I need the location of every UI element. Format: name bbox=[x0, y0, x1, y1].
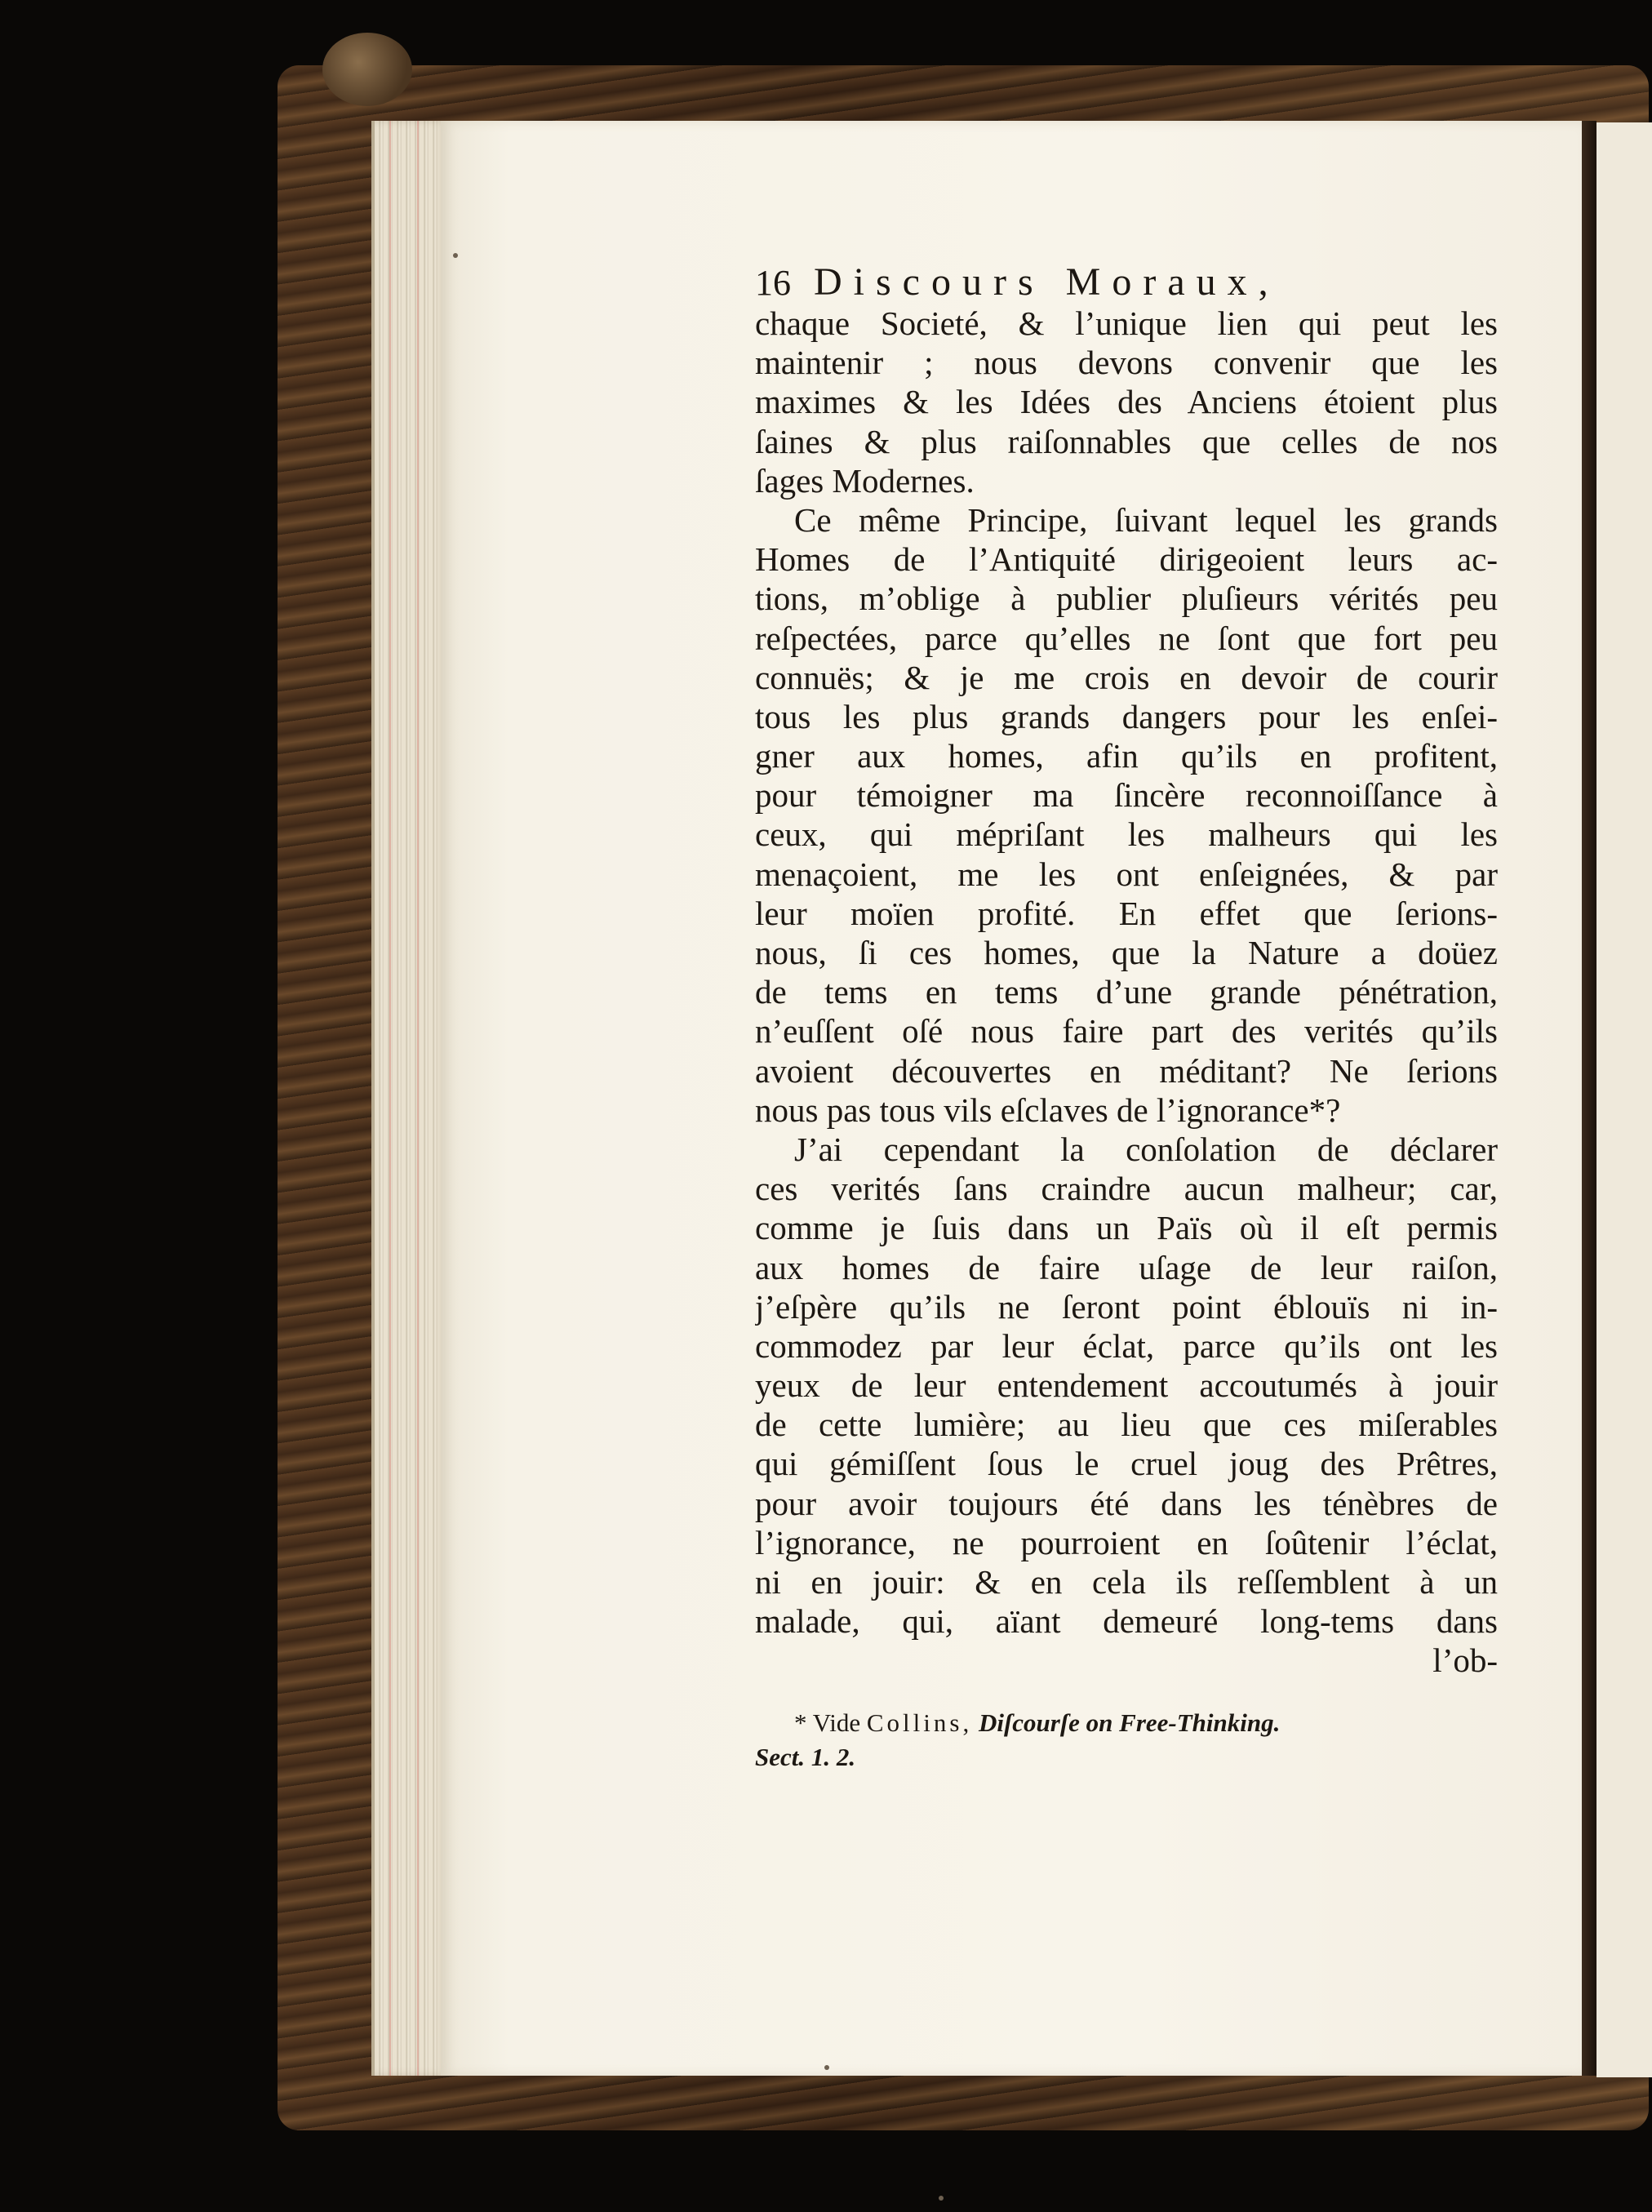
text-line: ſaines & plus raiſonnables que celles de nos bbox=[755, 422, 1498, 460]
text-line: qui gémiſſent ſous le cruel joug des Prêtres, bbox=[755, 1445, 1498, 1483]
running-head-title: Discours Moraux, bbox=[814, 260, 1280, 304]
ink-speck bbox=[824, 2065, 829, 2070]
binding-corner-wear bbox=[322, 33, 412, 106]
text-line: nous pas tous vils eſclaves de l’ignorance*? bbox=[755, 1090, 1341, 1129]
text-line: malade, qui, aïant demeuré long-tems dans bbox=[755, 1602, 1498, 1641]
text-line: avoient découvertes en méditant? Ne ſerions bbox=[755, 1051, 1498, 1090]
footnote-vide: Vide bbox=[812, 1708, 861, 1737]
footnote-section: Sect. 1. 2. bbox=[755, 1743, 856, 1771]
body-text bbox=[755, 304, 1498, 1681]
text-line: J’ai cependant la conſolation de déclarer bbox=[794, 1130, 1498, 1168]
text-line: Ce même Principe, ſuivant lequel les grands bbox=[794, 500, 1498, 539]
footnote-marker: * bbox=[794, 1708, 807, 1737]
facing-page-edge bbox=[1596, 122, 1652, 2077]
text-line: de cette lumière; au lieu que ces miſerables bbox=[755, 1406, 1498, 1444]
footnote-work: Diſcourſe on Free-Thinking. bbox=[978, 1708, 1281, 1737]
text-line: tous les plus grands dangers pour les enſei- bbox=[755, 697, 1498, 735]
red-edge-line bbox=[417, 121, 419, 2076]
footnote bbox=[755, 1706, 1498, 1774]
text-line: comme je ſuis dans un Païs où il eſt permis bbox=[755, 1209, 1498, 1247]
gutter-shadow bbox=[1582, 121, 1596, 2076]
text-line: yeux de leur entendement accoutumés à jouir bbox=[755, 1366, 1498, 1405]
text-line: Homes de l’Antiquité dirigeoient leurs ac- bbox=[755, 540, 1498, 579]
text-line: ſages Modernes. bbox=[755, 461, 975, 500]
text-line: nous, ſi ces homes, que la Nature a doüez bbox=[755, 934, 1498, 971]
text-line: gner aux homes, afin qu’ils en profitent, bbox=[755, 737, 1498, 775]
text-line: leur moïen profité. En effet que ſerions- bbox=[755, 894, 1498, 932]
text-line: pour témoigner ma ſincère reconnoiſſance à bbox=[755, 776, 1498, 815]
footnote-author: Collins, bbox=[866, 1708, 973, 1737]
ink-speck bbox=[939, 2196, 944, 2201]
text-line: pour avoir toujours été dans les ténèbres de bbox=[755, 1484, 1498, 1522]
text-line: connuës; & je me crois en devoir de courir bbox=[755, 658, 1498, 696]
text-line: commodez par leur éclat, parce qu’ils ont les bbox=[755, 1326, 1498, 1365]
footnote-line bbox=[755, 1706, 1498, 1740]
text-line: l’ignorance, ne pourroient en ſoûtenir l’éclat, bbox=[755, 1523, 1498, 1561]
text-line: maintenir ; nous devons convenir que les bbox=[755, 344, 1498, 382]
text-line: reſpectées, parce qu’elles ne ſont que fort peu bbox=[755, 619, 1498, 657]
text-line: menaçoient, me les ont enſeignées, & par bbox=[755, 855, 1498, 893]
text-line: j’eſpère qu’ils ne ſeront point éblouïs ni in- bbox=[755, 1287, 1498, 1326]
page-number: 16 bbox=[755, 263, 791, 303]
red-edge-line bbox=[389, 121, 391, 2076]
page-edges bbox=[371, 121, 448, 2076]
text-line: l’ob- bbox=[1432, 1641, 1498, 1680]
text-line: n’euſſent oſé nous faire part des verités qu’ils bbox=[755, 1012, 1498, 1050]
text-line: aux homes de faire uſage de leur raiſon, bbox=[755, 1248, 1498, 1286]
text-line: ceux, qui mépriſant les malheurs qui les bbox=[755, 815, 1498, 854]
text-line: ces verités ſans craindre aucun malheur; car, bbox=[755, 1170, 1498, 1208]
text-line: chaque Societé, & l’unique lien qui peut les bbox=[755, 304, 1498, 342]
text-line: tions, m’oblige à publier pluſieurs vérités peu bbox=[755, 580, 1498, 618]
text-line: maximes & les Idées des Anciens étoient plus bbox=[755, 383, 1498, 421]
running-head bbox=[755, 260, 1498, 309]
text-line: ni en jouir: & en cela ils reſſemblent à un bbox=[755, 1563, 1498, 1601]
text-line: de tems en tems d’une grande pénétration, bbox=[755, 973, 1498, 1011]
ink-speck bbox=[453, 253, 458, 258]
